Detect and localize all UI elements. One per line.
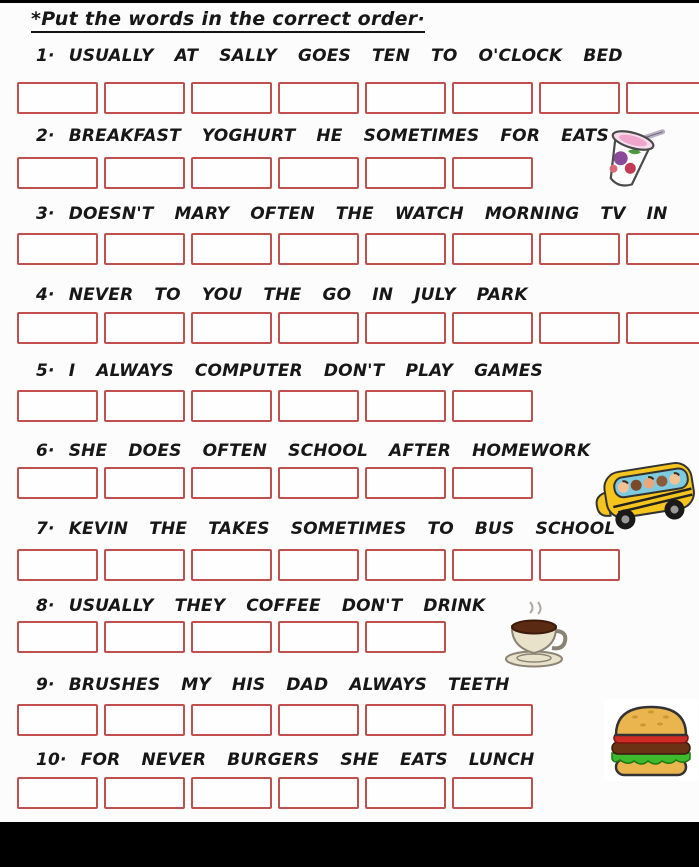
- answer-box[interactable]: [365, 157, 446, 189]
- answer-box[interactable]: [278, 82, 359, 114]
- question-3-text: [36, 204, 668, 224]
- question-number: 7·: [36, 519, 55, 539]
- answer-box[interactable]: [104, 390, 185, 422]
- question-8-text: [36, 596, 485, 616]
- yoghurt-cup-image: [588, 116, 666, 200]
- answer-box[interactable]: [278, 704, 359, 736]
- question-word: HOMEWORK: [472, 441, 591, 461]
- answer-box[interactable]: [278, 390, 359, 422]
- question-word: DON'T: [341, 596, 403, 616]
- question-word: OFTEN: [250, 204, 315, 224]
- question-number: 2·: [36, 126, 55, 146]
- answer-box[interactable]: [452, 777, 533, 809]
- question-word: BUS: [474, 519, 515, 539]
- question-word: YOU: [201, 285, 243, 305]
- question-word: EATS: [400, 750, 448, 770]
- question-word: HIS: [231, 675, 266, 695]
- question-word: ALWAYS: [96, 361, 174, 381]
- answer-box[interactable]: [104, 704, 185, 736]
- answer-box[interactable]: [191, 549, 272, 581]
- question-word: DOESN'T: [68, 204, 154, 224]
- answer-box[interactable]: [17, 621, 98, 653]
- answer-box[interactable]: [104, 157, 185, 189]
- question-word: GOES: [297, 46, 351, 66]
- question-7-text: [36, 519, 615, 539]
- question-word: GO: [322, 285, 352, 305]
- answer-box[interactable]: [17, 549, 98, 581]
- answer-box[interactable]: [452, 312, 533, 344]
- answer-box-row-2: [17, 157, 533, 189]
- answer-box[interactable]: [191, 467, 272, 499]
- answer-box[interactable]: [17, 777, 98, 809]
- answer-box[interactable]: [365, 312, 446, 344]
- question-word: DOES: [128, 441, 182, 461]
- question-word: SCHOOL: [535, 519, 616, 539]
- question-word: MY: [181, 675, 211, 695]
- question-number: 10·: [36, 750, 67, 770]
- bottom-black-bar: [0, 822, 699, 867]
- question-word: THE: [263, 285, 302, 305]
- question-word: BED: [583, 46, 623, 66]
- question-word: BREAKFAST: [68, 126, 181, 146]
- question-word: PARK: [476, 285, 528, 305]
- question-word: KEVIN: [68, 519, 129, 539]
- question-number: 9·: [36, 675, 55, 695]
- question-number: 5·: [36, 361, 55, 381]
- answer-box-row-7: [17, 549, 620, 581]
- answer-box-row-8: [17, 621, 446, 653]
- answer-box[interactable]: [17, 233, 98, 265]
- answer-box[interactable]: [17, 390, 98, 422]
- answer-box[interactable]: [278, 777, 359, 809]
- answer-box[interactable]: [104, 621, 185, 653]
- question-word: AFTER: [389, 441, 452, 461]
- question-9-text: [36, 675, 510, 695]
- answer-box-row-1: [17, 82, 699, 114]
- answer-box[interactable]: [626, 82, 699, 114]
- answer-box[interactable]: [104, 233, 185, 265]
- question-word: WATCH: [394, 204, 464, 224]
- question-word: SALLY: [219, 46, 277, 66]
- answer-box[interactable]: [191, 704, 272, 736]
- question-word: DAD: [286, 675, 329, 695]
- answer-box[interactable]: [191, 233, 272, 265]
- question-number: 3·: [36, 204, 55, 224]
- question-5-text: [36, 361, 543, 381]
- question-word: YOGHURT: [201, 126, 296, 146]
- answer-box[interactable]: [539, 312, 620, 344]
- question-word: TO: [154, 285, 181, 305]
- answer-box[interactable]: [452, 549, 533, 581]
- answer-box[interactable]: [191, 621, 272, 653]
- answer-box[interactable]: [17, 82, 98, 114]
- answer-box[interactable]: [365, 82, 446, 114]
- question-word: MARY: [174, 204, 230, 224]
- answer-box[interactable]: [191, 777, 272, 809]
- answer-box[interactable]: [17, 467, 98, 499]
- question-word: DON'T: [323, 361, 385, 381]
- answer-box[interactable]: [452, 82, 533, 114]
- answer-box-row-3: [17, 233, 699, 265]
- question-word: SHE: [68, 441, 108, 461]
- question-word: SOMETIMES: [290, 519, 407, 539]
- question-word: EATS: [561, 126, 609, 146]
- question-word: COMPUTER: [194, 361, 303, 381]
- coffee-cup-image: [493, 598, 575, 674]
- school-bus-image: [592, 446, 699, 546]
- question-number: 8·: [36, 596, 55, 616]
- answer-box-row-10: [17, 777, 533, 809]
- answer-box[interactable]: [452, 467, 533, 499]
- answer-box[interactable]: [278, 621, 359, 653]
- question-word: AT: [174, 46, 199, 66]
- question-word: BURGERS: [227, 750, 320, 770]
- question-word: O'CLOCK: [478, 46, 563, 66]
- answer-box[interactable]: [365, 390, 446, 422]
- answer-box[interactable]: [191, 390, 272, 422]
- question-word: PLAY: [405, 361, 454, 381]
- question-number: 1·: [36, 46, 55, 66]
- question-word: THE: [149, 519, 188, 539]
- answer-box[interactable]: [452, 390, 533, 422]
- answer-box[interactable]: [17, 704, 98, 736]
- question-word: USUALLY: [68, 596, 154, 616]
- answer-box[interactable]: [191, 82, 272, 114]
- question-word: IN: [372, 285, 394, 305]
- answer-box-row-6: [17, 467, 533, 499]
- answer-box[interactable]: [278, 157, 359, 189]
- answer-box[interactable]: [365, 704, 446, 736]
- answer-box[interactable]: [365, 467, 446, 499]
- question-word: TEN: [372, 46, 411, 66]
- answer-box[interactable]: [539, 233, 620, 265]
- question-word: THEY: [174, 596, 226, 616]
- answer-box[interactable]: [104, 312, 185, 344]
- question-word: LUNCH: [468, 750, 535, 770]
- answer-box[interactable]: [17, 157, 98, 189]
- question-word: BRUSHES: [68, 675, 161, 695]
- question-word: THE: [335, 204, 374, 224]
- answer-box[interactable]: [365, 549, 446, 581]
- question-word: SCHOOL: [288, 441, 369, 461]
- question-4-text: [36, 285, 528, 305]
- hamburger-image: [604, 699, 698, 781]
- question-word: I: [68, 361, 76, 381]
- answer-box[interactable]: [539, 549, 620, 581]
- answer-box-row-5: [17, 390, 533, 422]
- answer-box-row-4: [17, 312, 699, 344]
- question-word: IN: [646, 204, 668, 224]
- answer-box[interactable]: [104, 82, 185, 114]
- answer-box[interactable]: [104, 777, 185, 809]
- question-10-text: [36, 750, 534, 770]
- answer-box[interactable]: [104, 467, 185, 499]
- question-word: USUALLY: [68, 46, 154, 66]
- answer-box[interactable]: [365, 233, 446, 265]
- question-word: TAKES: [208, 519, 270, 539]
- answer-box[interactable]: [104, 549, 185, 581]
- answer-box[interactable]: [191, 157, 272, 189]
- answer-box[interactable]: [539, 82, 620, 114]
- question-word: TV: [600, 204, 626, 224]
- question-word: TO: [431, 46, 458, 66]
- page-title: *Put the words in the correct order·: [31, 8, 425, 33]
- answer-box[interactable]: [452, 157, 533, 189]
- question-2-text: [36, 126, 609, 146]
- question-number: 4·: [36, 285, 55, 305]
- answer-box-row-9: [17, 704, 533, 736]
- question-1-text: [36, 46, 623, 66]
- question-6-text: [36, 441, 590, 461]
- question-word: OFTEN: [202, 441, 268, 461]
- question-word: TEETH: [447, 675, 510, 695]
- question-word: MORNING: [484, 204, 580, 224]
- question-word: JULY: [414, 285, 456, 305]
- question-word: SHE: [340, 750, 380, 770]
- question-word: ALWAYS: [349, 675, 427, 695]
- top-black-bar: [0, 0, 699, 3]
- answer-box[interactable]: [17, 312, 98, 344]
- answer-box[interactable]: [278, 549, 359, 581]
- question-word: COFFEE: [246, 596, 321, 616]
- answer-box[interactable]: [452, 704, 533, 736]
- answer-box[interactable]: [626, 233, 699, 265]
- question-word: NEVER: [68, 285, 134, 305]
- answer-box[interactable]: [191, 312, 272, 344]
- answer-box[interactable]: [278, 312, 359, 344]
- answer-box[interactable]: [365, 621, 446, 653]
- answer-box[interactable]: [452, 233, 533, 265]
- question-word: HE: [316, 126, 343, 146]
- question-word: NEVER: [141, 750, 207, 770]
- answer-box[interactable]: [278, 467, 359, 499]
- answer-box[interactable]: [626, 312, 699, 344]
- question-word: FOR: [500, 126, 541, 146]
- question-word: FOR: [80, 750, 121, 770]
- question-word: TO: [427, 519, 454, 539]
- question-number: 6·: [36, 441, 55, 461]
- answer-box[interactable]: [365, 777, 446, 809]
- question-word: DRINK: [423, 596, 486, 616]
- question-word: GAMES: [474, 361, 543, 381]
- question-word: SOMETIMES: [363, 126, 480, 146]
- answer-box[interactable]: [278, 233, 359, 265]
